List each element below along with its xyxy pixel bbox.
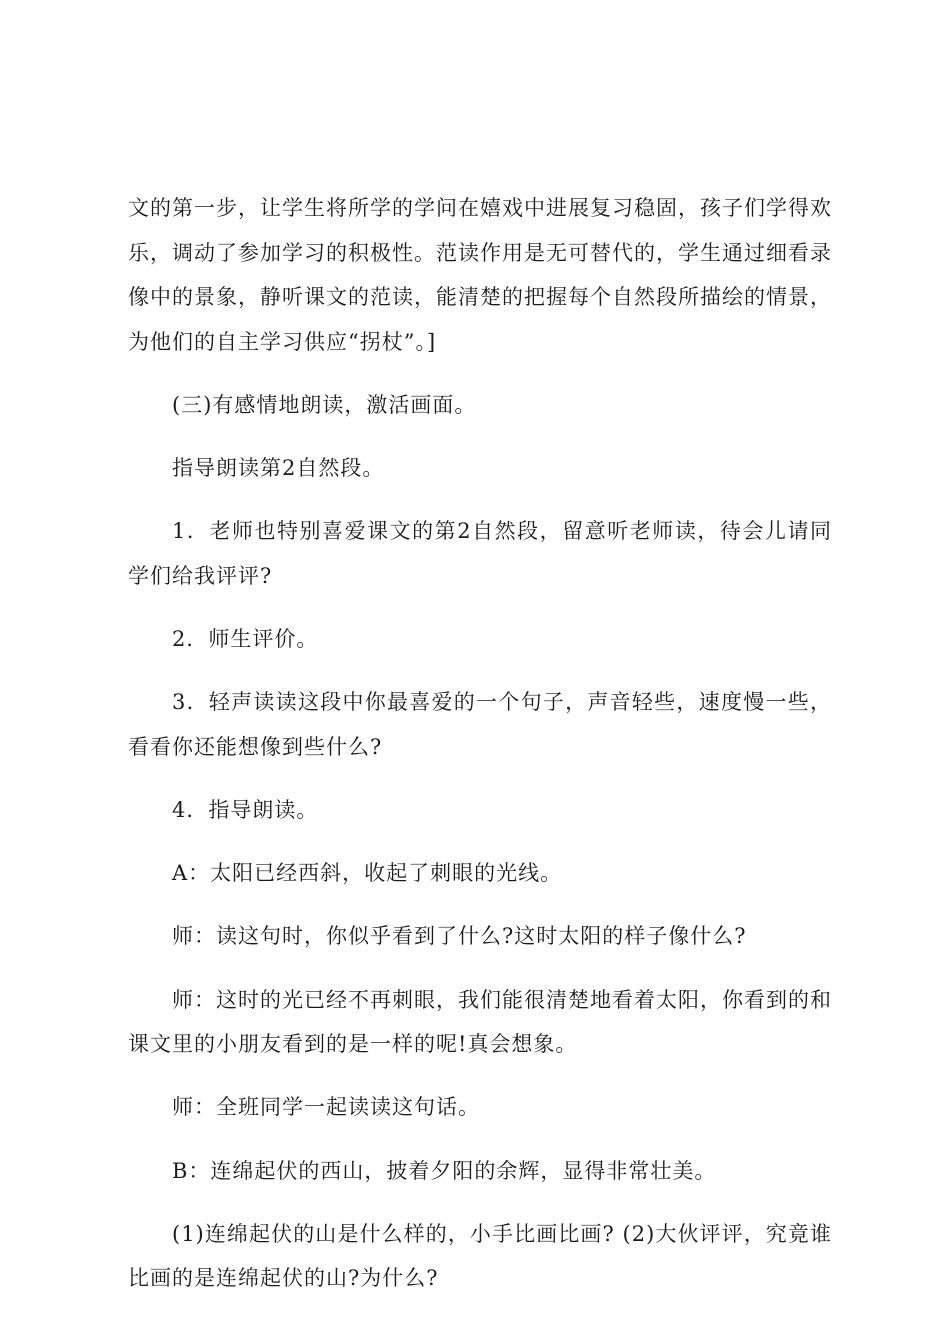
paragraph-8: A：太阳已经西斜，收起了刺眼的光线。 bbox=[172, 861, 563, 886]
paragraph-12: B：连绵起伏的西山，披着夕阳的余辉，显得非常壮美。 bbox=[172, 1158, 717, 1183]
paragraph-2: (三)有感情地朗读，激活画面。 bbox=[172, 392, 477, 417]
paragraph-1: 文的第一步，让学生将所学的学问在嬉戏中进展复习稳固，孩子们学得欢乐，调动了参加学习的积极性。范读作用是无可替代的，学生通过细看录像中的景象，静听课文的范读，能清楚的把握每个自然段所描绘的情景，为他们的自主学习供应“拐杖”。] bbox=[128, 196, 832, 354]
paragraph-9: 师：读这句时，你似乎看到了什么?这时太阳的样子像什么? bbox=[172, 924, 747, 949]
paragraph-13: (1)连绵起伏的山是什么样的，小手比画比画? (2)大伙评评，究竟谁比画的是连绵起伏的山?为什么? bbox=[128, 1221, 832, 1291]
paragraph-4: 1．老师也特别喜爱课文的第2自然段，留意听老师读，待会儿请同学们给我评评? bbox=[128, 519, 832, 588]
document-body bbox=[128, 186, 832, 1320]
paragraph-11: 师：全班同学一起读读这句话。 bbox=[172, 1095, 480, 1120]
paragraph-6: 3．轻声读读这段中你最喜爱的一个句子，声音轻些，速度慢一些，看看你还能想像到些什么? bbox=[128, 690, 832, 759]
paragraph-10: 师：这时的光已经不再刺眼，我们能很清楚地看着太阳，你看到的和课文里的小朋友看到的是一样的呢!真会想象。 bbox=[128, 987, 832, 1057]
paragraph-5: 2．师生评价。 bbox=[172, 627, 319, 652]
paragraph-3: 指导朗读第2自然段。 bbox=[172, 456, 385, 481]
paragraph-7: 4．指导朗读。 bbox=[172, 798, 319, 823]
